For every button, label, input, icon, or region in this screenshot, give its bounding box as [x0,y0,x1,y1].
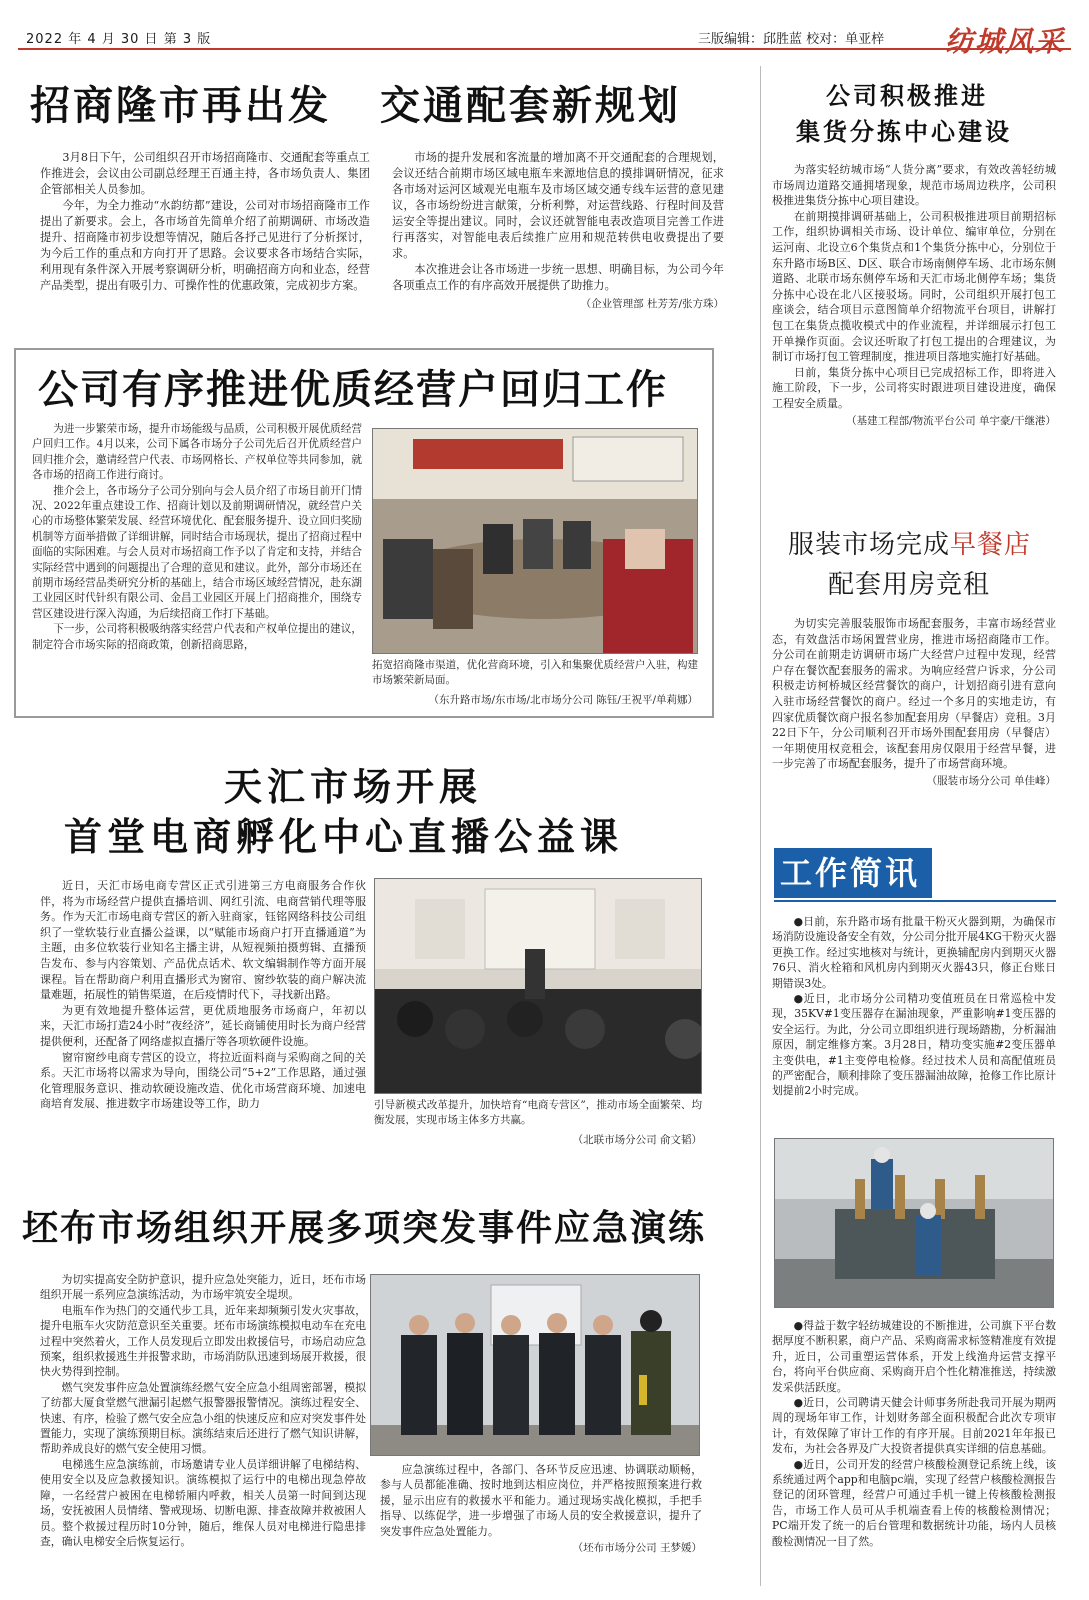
paragraph: 本次推进会让各市场进一步统一思想、明确目标，为公司今年各项重点工作的有序高效开展提供了助推力。 [392,263,724,292]
article-column-2 [392,150,724,312]
photo-caption: 引导新模式改革提升，加快培育“电商专营区”，推动市场全面繁荣、均衡发展，实现市场主体多方共赢。 [374,1099,702,1126]
article-title-line-2: 集货分拣中心建设 [796,118,1012,146]
title-text: 服装市场完成 [788,530,951,560]
work-briefs [770,848,1070,1588]
paragraph: 在前期摸排调研基础上，公司积极推进项目前期招标工作，组织协调相关市场、设计单位、编审单位，分别在运河南、北设立6个集货点和1个集货分拣中心，分别位于东升路市场B区、D区、联合市场南侧停车场、北市场东侧道路、北联市场东侧停车场和天汇市场北侧停车场；集货分拣中心设在北八区接驳场。同时，公司组织开展打包工座谈会，结合项目示意图简单介绍物流平台项目，讲解打包工在集货点揽收模式中的作业流程，并详细展示打包工开单操作页面。会议还听取了打包工提出的合理建议，为制订市场打包工管理制度，推进项目落地实施打好基础。 [772,209,1056,364]
article-body [772,162,1056,429]
paragraph: 3月8日下午，公司组织召开市场招商隆市、交通配套等重点工作推进会，会议由公司副总经理王百通主持，各市场负责人、集团企管部相关人员参加。 [40,151,370,196]
article-title-right: 交通配套新规划 [380,83,681,129]
article-byline: （基建工程部/物流平台公司 单宇豪/干继港） [846,414,1056,427]
article-byline: （东升路市场/东市场/北市场分公司 陈钰/王祝平/单莉娜） [428,694,698,706]
editor-credits: 三版编辑：邱胜蓝 校对：单亚梓 [698,32,885,47]
briefs-bottom [772,1318,1056,1549]
section-brand: 纺城风采 [944,25,1065,58]
paragraph: 燃气突发事件应急处置演练经燃气安全应急小组周密部署，模拟了纺都大厦食堂燃气泄漏引起燃气报警器报警情况。演练过程安全、快速、有序，检验了燃气安全应急小组的快速反应和应对突发事件处置能力，实现了演练预期目标。演练结束后还进行了燃气知识讲解，帮助养成良好的燃气安全使用习惯。 [40,1380,366,1456]
article-title-line-2: 配套用房竞租 [828,570,991,600]
paragraph: 为切实完善服装服饰市场配套服务，丰富市场经营业态，有效盘活市场闲置营业房，推进市场招商隆市工作。分公司在前期走访调研市场广大经营户过程中发现，经营户存在餐饮配套服务的需求。为响应经营户诉求，分公司积极走访柯桥城区经营餐饮的商户，计划招商引进有意向入驻市场经营餐饮的商户。经过一个多月的实地走访，有四家优质餐饮商户报名参加配套用房（早餐店）竞租。3月22日下午，分公司顺利召开市场外围配套用房（早餐店）一年期使用权竞租会，该配套用房仅限用于经营早餐，进一步完善了市场配套服务，提升了市场营商环境。 [772,617,1056,771]
article-column-2 [380,1462,702,1556]
column-divider [760,66,761,1586]
brief-item: ●近日，公司聘请天健会计师事务所赴我司开展为期两周的现场年审工作，计划财务部全面积极配合此次专项审计，有效保障了审计工作的有序开展。目前2021年年报已发布，为社会各界及广大投资者提供真实详细的信息基础。 [772,1396,1056,1456]
article-sorting-center [770,76,1070,496]
article-title-line-1 [788,524,1031,561]
article-body [40,878,366,1112]
drill-photo [370,1274,700,1456]
article-column-1 [40,1272,366,1549]
article-breakfast-shop [770,524,1070,814]
paragraph: 电梯逃生应急演练前，市场邀请专业人员详细讲解了电梯结构、使用安全以及应急救援知识。演练模拟了运行中的电梯出现急停故障，一名经营户被困在电梯轿厢内呼救，相关人员第一时间到达现场，安抚被困人员情绪、警戒现场、切断电源、排查故障并救被困人员。整个救援过程历时10分钟，随后，维保人员对电梯进行隐患排查，确认电梯安全后恢复运行。 [40,1457,366,1548]
paragraph: 市场的提升发展和客流量的增加离不开交通配套的合理规划，会议还结合前期市场区域电瓶车来源地信息的摸排调研情况，征求各市场对运河区域观光电瓶车及市场区域交通专线车运营的意见建议，各市场纷纷进言献策，分析利弊，对运营线路、行程时间及营运安全等提出建议。同时，会议还就智能电表改造项目完善工作进行再落实，对智能电表后续推广应用和规范转供电收费提出了要求。 [392,151,724,260]
paragraph: 为落实轻纺城市场“人货分离”要求，有效改善轻纺城市场周边道路交通拥堵现象，规范市场周边秩序，公司积极推进集货分拣中心项目建设。 [772,163,1056,208]
paragraph: 近日，天汇市场电商专营区正式引进第三方电商服务合作伙伴，将为市场经营户提供直播培训、网红引流、电商营销代理等服务。作为天汇市场电商专营区的新入驻商家，钰铭网络科技公司组织了一堂软装行业直播公益课，以“赋能市场商户打开直播通道”为主题，由多位软装行业知名主播主讲，从短视频拍摄剪辑、直播预告发布、参与内容策划、产品优点话术、软文编辑制作等方面开展课程。旨在帮助商户利用直播形式为窗帘、窗纱软装的商户解决流量难题，拓展性的销售渠道，在后疫情时代下，寻找新出路。 [40,879,366,1002]
article-emergency-drill [18,1196,748,1586]
article-title: 坯布市场组织开展多项突发事件应急演练 [22,1208,707,1249]
article-quality-vendors [14,348,714,718]
briefs-top [772,914,1056,1099]
work-briefs-banner: 工作简讯 [774,848,932,898]
article-investment-traffic [18,70,748,320]
article-body [772,616,1056,790]
article-title-line-1: 天汇市场开展 [224,765,483,809]
transformer-photo [774,1138,1054,1308]
title-highlight: 早餐店 [950,530,1032,560]
paragraph: 为进一步繁荣市场，提升市场能级与品质，公司积极开展优质经营户回归工作。4月以来，公司下属各市场分子公司先后召开优质经营户回归推介会，邀请经营户代表、市场网格长、产权单位等共同参加，就各市场的招商工作进行商讨。 [32,423,362,482]
security-team-image [371,1275,700,1456]
paragraph: 为切实提高安全防护意识，提升应急处突能力，近日，坯布市场组织开展一系列应急演练活动，为市场牢筑安全堤坝。 [40,1273,366,1302]
article-title: 公司有序推进优质经营户回归工作 [38,367,668,413]
brief-item: ●得益于数字轻纺城建设的不断推进，公司旗下平台数据厚度不断积累，商户产品、采购商需求标签精准度有效提升，近日，公司重塑运营体系，开发上线渔舟运营支撑平台，将向平台供应商、采购商开启个性化精准推送，持续激发采供活跃度。 [772,1319,1056,1394]
paragraph: 窗帘窗纱电商专营区的设立，将拉近面料商与采购商之间的关系。天汇市场将以需求为导向，围绕公司“5+2”工作思路，通过强化管理服务意识、推动软硬设施改造、优化市场营商环境、加速电商培育发展、推进数字市场建设等工作，助力 [40,1050,366,1111]
brief-item: ●日前，东升路市场有批量干粉灭火器到期，为确保市场消防设施设备安全有效，分公司分批开展4KG干粉灭火器更换工作。经过实地核对与统计，更换辅配房内到期灭火器76只、消火栓箱和风机房内到期灭火器43只，修正台账日期错误3处。 [772,915,1056,990]
article-title-left: 招商隆市再出发 [30,83,331,129]
paragraph: 推介会上，各市场分子公司分别向与会人员介绍了市场目前开门情况、2022年重点建设工作、招商计划以及前期调研情况，就经营户关心的市场整体繁荣发展、经营环境优化、配套服务提升、设立回归奖励机制等方面举措做了详细讲解，同时结合市场现状，提出了招商过程中面临的实际困难。与会人员对市场招商工作予以了肯定和支持，并结合实际经营中遇到的问题提出了合理的意见和建议。此外，部分市场还在前期市场经营品类研究分析的基础上，结合市场区域经营情况，赴东湖工业园区时代针织有限公司、金昌工业园区开展上门招商推介，围绕专营区建设进行深入沟通，为后续招商工作打下基础。 [32,484,362,620]
photo-caption: 拓宽招商隆市渠道，优化营商环境，引入和集聚优质经营户入驻，构建市场繁荣新局面。 [372,659,698,686]
article-title-line-2: 首堂电商孵化中心直播公益课 [64,815,624,859]
paragraph: 应急演练过程中，各部门、各环节反应迅速、协调联动顺畅，参与人员都能准确、按时地到达相应岗位，并严格按照预案进行救援，显示出应有的救援水平和能力。通过现场实战化模拟，手把手指导、以练促学，进一步增强了市场人员的安全救援意识，提升了突发事件应急处置能力。 [380,1463,702,1538]
article-byline: （坯布市场分公司 王梦媛） [572,1542,702,1555]
paragraph: 日前，集货分拣中心项目已完成招标工作，即将进入施工阶段，下一步，公司将实时跟进项目建设进度，确保工程安全质量。 [772,365,1056,410]
article-title-line-1: 公司积极推进 [826,82,988,110]
article-byline: （服装市场分公司 单佳峰） [926,774,1056,787]
article-column-1 [40,150,370,294]
paragraph: 为更有效地提升整体运营，更优质地服务市场商户，年初以来，天汇市场打造24小时“夜经济”，延长商铺使用时长为商户经营提供便利，还配备了网络虚拟直播厅等各项软硬件设施。 [40,1003,366,1048]
livestream-photo [374,878,702,1094]
paragraph: 今年，为全力推动“水韵纺都”建设，公司对市场招商隆市工作提出了新要求。会上，各市场首先简单介绍了前期调研、市场改造提升、招商隆市初步设想等情况，随后各抒己见进行了分析探讨，为今后工作的重点和方向打开了思路。会议要求各市场结合实际，利用现有条件深入开展考察调研分析，明确招商方向和业态，经营产品类型，提出有吸引力、可操作性的优惠政策，完成初步方案。 [40,199,370,292]
article-byline: （企业管理部 杜芳芳/张方珠） [580,298,724,310]
paragraph: 下一步，公司将积极吸纳落实经营户代表和产权单位提出的建议，制定符合市场实际的招商政策，创新招商思路， [32,623,362,651]
issue-date: 2022 年 4 月 30 日 第 3 版 [26,32,212,47]
brief-item: ●近日，公司开发的经营户核酸检测登记系统上线，该系统通过两个app和电脑pc端，实现了经营户核酸检测报告登记的闭环管理，经营户可通过手机一键上传核酸检测报告，市场工作人员可从手机端查看上传的核酸检测情况；PC端开发了统一的后台管理和数据统计功能，场内人员核酸检测情况一目了然。 [772,1457,1056,1548]
page-header [18,25,1071,58]
brief-item: ●近日，北市场分公司精功变值班员在日常巡检中发现，35KV#1变压器存在漏油现象，严重影响#1变压器的安全运行。为此，分公司立即组织进行现场踏勘，分析漏油原因，制定维修方案。3月28日，精功变实施#2变压器单主变供电，#1主变停电检修。经过技术人员和高配值班员的严密配合，顺利排除了变压器漏油故障，抢修工作比原计划提前2小时完成。 [772,992,1056,1098]
article-body [32,422,362,653]
meeting-photo [372,428,698,654]
article-ecommerce-livestream [18,756,748,1156]
meeting-room-image [373,429,698,654]
banner-underline [774,900,1056,902]
classroom-image [375,879,702,1094]
maintenance-image [775,1139,1054,1308]
article-byline: （北联市场分公司 俞文韬） [572,1134,702,1146]
paragraph: 电瓶车作为热门的交通代步工具，近年来却频频引发火灾事故，提升电瓶车火灾防范意识至关重要。坯布市场演练模拟电动车在充电过程中突然着火，工作人员发现后立即发出救援信号，市场启动应急预案，组织救援逃生并报警求助，市场消防队迅速到场展开救援，很快火势得到控制。 [40,1303,366,1379]
